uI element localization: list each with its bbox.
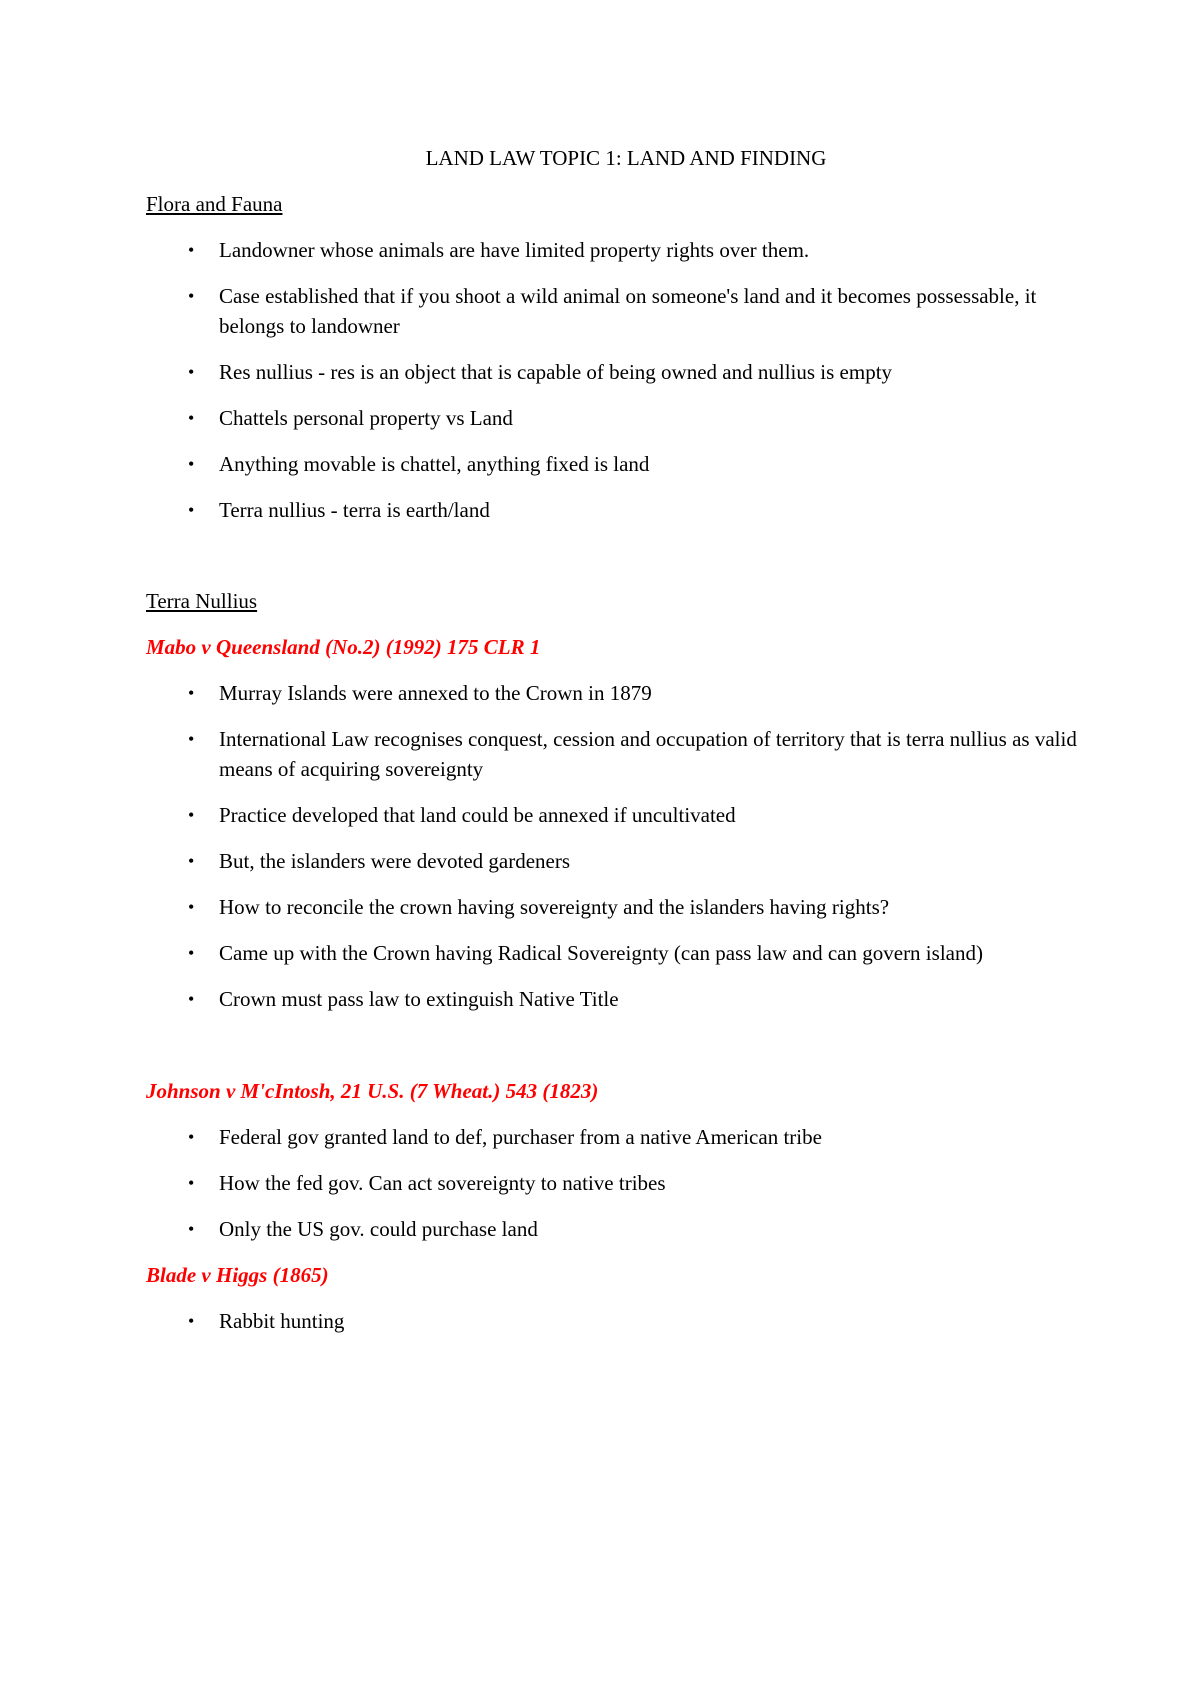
list-item xyxy=(146,678,1079,708)
list-item xyxy=(146,984,1079,1014)
list-item-text: Federal gov granted land to def, purchaser from a native American tribe xyxy=(219,1125,822,1149)
list-item-text: Only the US gov. could purchase land xyxy=(219,1217,538,1241)
list-item xyxy=(146,403,1079,433)
list-item-text: Res nullius - res is an object that is capable of being owned and nullius is empty xyxy=(219,360,893,384)
list-item-text: Rabbit hunting xyxy=(219,1309,345,1333)
bullet-icon: • xyxy=(188,683,195,703)
case-heading-mabo: Mabo v Queensland (No.2) (1992) 175 CLR 1 xyxy=(146,635,541,659)
bullet-icon: • xyxy=(188,1311,195,1331)
list-item xyxy=(146,235,1079,265)
list-item xyxy=(146,846,1079,876)
bullet-list-flora-and-fauna xyxy=(146,235,1066,525)
list-item xyxy=(146,724,1079,784)
case-heading-blade: Blade v Higgs (1865) xyxy=(146,1263,329,1287)
list-item-text: Murray Islands were annexed to the Crown in 1879 xyxy=(219,681,652,705)
bullet-icon: • xyxy=(188,897,195,917)
bullet-icon: • xyxy=(188,240,195,260)
list-item-text: Landowner whose animals are have limited property rights over them. xyxy=(219,238,810,262)
bullet-icon: • xyxy=(188,1127,195,1147)
list-item xyxy=(146,1168,1079,1198)
bullet-icon: • xyxy=(188,500,195,520)
list-item-text: Came up with the Crown having Radical Sovereignty (can pass law and can govern island) xyxy=(219,941,983,965)
bullet-icon: • xyxy=(188,805,195,825)
list-item-text: International Law recognises conquest, cession and occupation of territory that is terra nullius as valid means of acquiring sovereignty xyxy=(219,727,1077,781)
section-spacer xyxy=(146,1030,1066,1076)
list-item xyxy=(146,1306,1079,1336)
bullet-icon: • xyxy=(188,454,195,474)
bullet-icon: • xyxy=(188,286,195,306)
list-item-text: Crown must pass law to extinguish Native Title xyxy=(219,987,619,1011)
bullet-icon: • xyxy=(188,989,195,1009)
bullet-icon: • xyxy=(188,851,195,871)
page-title: LAND LAW TOPIC 1: LAND AND FINDING xyxy=(425,146,827,170)
document-body xyxy=(146,143,1077,1352)
list-item-text: Anything movable is chattel, anything fixed is land xyxy=(219,452,650,476)
list-item xyxy=(146,800,1079,830)
section-spacer xyxy=(146,541,1066,586)
bullet-icon: • xyxy=(188,1219,195,1239)
list-item xyxy=(146,892,1079,922)
list-item-text: But, the islanders were devoted gardeners xyxy=(219,849,571,873)
bullet-list-blade xyxy=(146,1306,1066,1336)
list-item xyxy=(146,449,1079,479)
list-item-text: Chattels personal property vs Land xyxy=(219,406,513,430)
section-heading-terra-nullius: Terra Nullius xyxy=(146,589,258,613)
list-item xyxy=(146,495,1079,525)
bullet-list-mabo xyxy=(146,678,1077,1014)
list-item xyxy=(146,938,1079,968)
bullet-icon: • xyxy=(188,729,195,749)
list-item-text: How the fed gov. Can act sovereignty to native tribes xyxy=(219,1171,666,1195)
bullet-icon: • xyxy=(188,943,195,963)
list-item-text: Practice developed that land could be annexed if uncultivated xyxy=(219,803,736,827)
list-item-text: How to reconcile the crown having sovereignty and the islanders having rights? xyxy=(219,895,890,919)
list-item xyxy=(146,281,1079,341)
list-item-text: Terra nullius - terra is earth/land xyxy=(219,498,490,522)
list-item xyxy=(146,1122,1079,1152)
bullet-list-johnson xyxy=(146,1122,1066,1244)
list-item xyxy=(146,1214,1079,1244)
list-item-text: Case established that if you shoot a wild animal on someone's land and it becomes possessable, it belongs to landowner xyxy=(219,284,1037,338)
bullet-icon: • xyxy=(188,1173,195,1193)
section-heading-flora-and-fauna: Flora and Fauna xyxy=(146,192,283,216)
list-item xyxy=(146,357,1079,387)
bullet-icon: • xyxy=(188,408,195,428)
case-heading-johnson: Johnson v M'cIntosh, 21 U.S. (7 Wheat.) 543 (1823) xyxy=(146,1079,599,1103)
bullet-icon: • xyxy=(188,362,195,382)
